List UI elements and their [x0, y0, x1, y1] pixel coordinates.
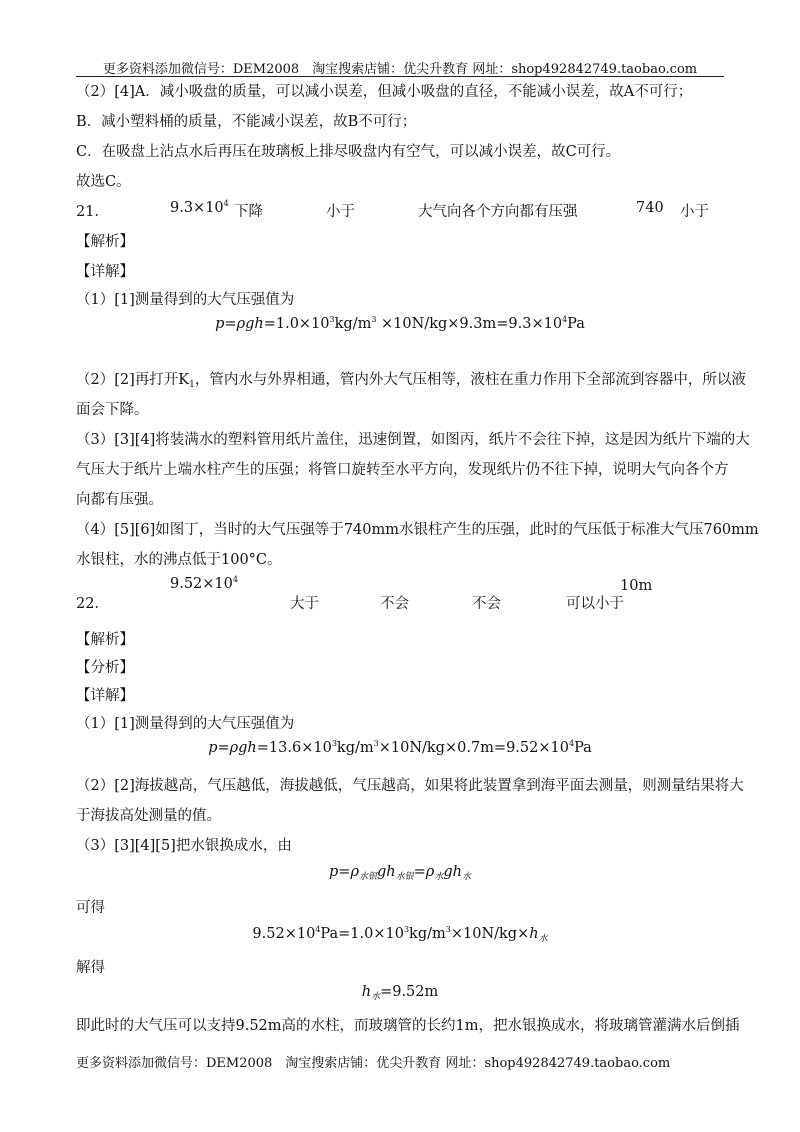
- answer-5: 740: [636, 200, 664, 216]
- answer-1: $9.3\times 10^4$: [170, 199, 229, 216]
- text-line: 于海拔高处测量的值。: [76, 808, 221, 824]
- question-number: 22．: [76, 596, 109, 612]
- answer-4: 大气向各个方向都有压强: [418, 204, 578, 220]
- text-line: 故选C。: [76, 174, 131, 190]
- text-line: B．减小塑料桶的质量，不能减小误差，故B不可行；: [76, 114, 417, 130]
- section-label: 【解析】: [76, 632, 134, 648]
- equation-5: $h_水=9.52m$: [361, 984, 439, 1002]
- section-label: 【详解】: [76, 688, 134, 704]
- text-line: 面会下降。: [76, 402, 149, 418]
- text-line: （3）[3][4]将装满水的塑料管用纸片盖住，迅速倒置，如图丙，纸片不会往下掉，这是因为纸片下端的大: [76, 432, 750, 448]
- header-rule: [76, 76, 724, 77]
- answer-2: 大于: [290, 596, 319, 612]
- question-number: 21．: [76, 204, 109, 220]
- text-line: （2）[2]再打开$K_1$，管内水与外界相通，管内外大气压相等，液柱在重力作用下全部流到容器中，所以液: [76, 372, 746, 390]
- text-line: （3）[3][4][5]把水银换成水，由: [76, 838, 292, 854]
- text-line: （1）[1]测量得到的大气压强值为: [76, 716, 295, 732]
- answer-3: 小于: [326, 204, 355, 220]
- page-footer: 更多资料添加微信号：DEM2008 淘宝搜索店铺：优尖升教育 网址：shop492842749.taobao.com: [76, 1056, 671, 1071]
- section-label: 【解析】: [76, 234, 134, 250]
- answer-6: 小于: [680, 204, 709, 220]
- text-line: （1）[1]测量得到的大气压强值为: [76, 292, 295, 308]
- section-label: 【详解】: [76, 264, 134, 280]
- text-line: C．在吸盘上沾点水后再压在玻璃板上排尽吸盘内有空气，可以减小误差，故C可行。: [76, 144, 621, 160]
- equation-1: $p=\rho gh=1.0\times 10^3kg/m^3 \times 10N/kg\times 9.3m=9.3\times 10^4Pa$: [215, 315, 585, 332]
- text-line: 水银柱，水的沸点低于100°C。: [76, 552, 282, 568]
- page-header: 更多资料添加微信号：DEM2008 淘宝搜索店铺：优尖升教育 网址：shop492842749.taobao.com: [102, 62, 698, 77]
- answer-4: 不会: [472, 596, 501, 612]
- answer-5: 可以小于: [566, 596, 624, 612]
- text-line: 即此时的大气压可以支持9.52m高的水柱，而玻璃管的长约1m，把水银换成水，将玻璃管灌满水后倒插: [76, 1018, 740, 1034]
- answer-1: $9.52\times 10^4$: [170, 575, 238, 592]
- text-line: （2）[2]海拔越高，气压越低，海拔越低，气压越高，如果将此装置拿到海平面去测量，则测量结果将大: [76, 778, 744, 794]
- text-line: （2）[4]A．减小吸盘的质量，可以减小误差，但减小吸盘的直径，不能减小误差，故A不可行；: [76, 84, 693, 100]
- text-line: 解得: [76, 960, 105, 976]
- section-label: 【分析】: [76, 660, 134, 676]
- equation-3: $p=\rho_{水银}gh_{水银}=\rho_水gh_水$: [329, 864, 471, 882]
- answer-3: 不会: [380, 596, 409, 612]
- answer-6: 10m: [620, 578, 653, 594]
- text-line: 气压大于纸片上端水柱产生的压强；将管口旋转至水平方向，发现纸片仍不往下掉，说明大气向各个方: [76, 462, 729, 478]
- text-line: 向都有压强。: [76, 492, 163, 508]
- answer-2: 下降: [234, 204, 263, 220]
- equation-4: $9.52\times 10^4Pa=1.0\times 10^3kg/m^3\times 10N/kg\times h_水$: [252, 925, 548, 944]
- equation-2: $p=\rho gh=13.6\times 10^3kg/m^3\times 10N/kg\times 0.7m=9.52\times 10^4Pa$: [208, 739, 592, 756]
- text-line: 可得: [76, 900, 105, 916]
- text-line: （4）[5][6]如图丁，当时的大气压强等于740mm水银柱产生的压强，此时的气压低于标准大气压760mm: [76, 522, 759, 538]
